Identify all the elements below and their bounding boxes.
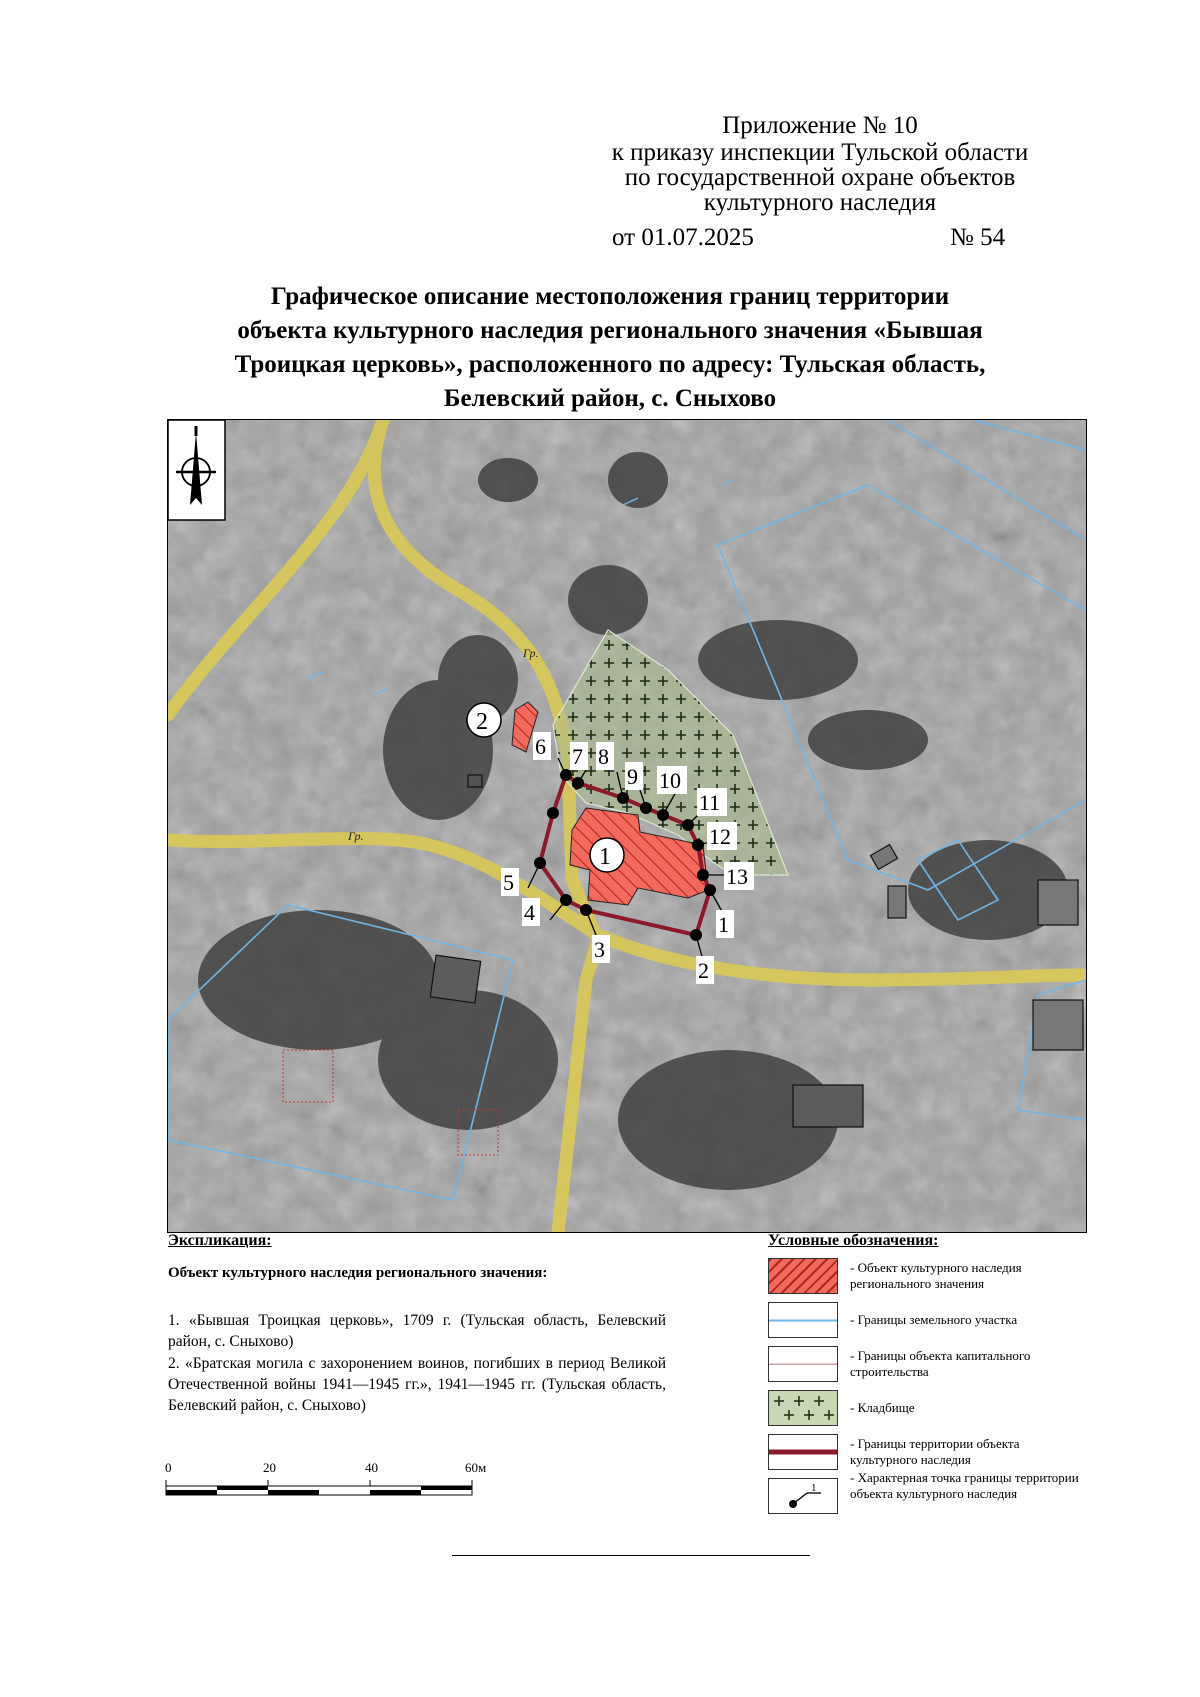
title-line: Белевский район, с. Сныхово: [443, 385, 777, 412]
point-label-3: [592, 935, 610, 963]
point-label-11: [697, 788, 727, 816]
scale-tick-label: 0: [165, 1460, 172, 1475]
footer-rule: [452, 1555, 810, 1556]
north-arrow: [168, 420, 225, 520]
legend-heading: Условные обозначения:: [768, 1232, 939, 1249]
order-date: от 01.07.2025: [612, 224, 754, 251]
point-label-1: [716, 910, 734, 938]
explication-heading: Экспликация:: [168, 1232, 272, 1249]
legend-label: - Характерная точка границы территории объекта культурного наследия: [850, 1470, 1079, 1501]
point-label-12: [707, 822, 737, 850]
svg-text:3: 3: [594, 937, 605, 962]
site-map: [167, 419, 1087, 1233]
point-label-4: [522, 898, 540, 926]
order-ref-line: культурного наследия: [703, 189, 937, 216]
point-label-5: [501, 868, 519, 896]
legend-label: - Границы объекта капитального строительства: [850, 1348, 1031, 1379]
point-label-10: [657, 766, 687, 794]
scale-tick-label: 60м: [465, 1460, 487, 1475]
legend-swatch-building: [768, 1346, 838, 1382]
svg-text:1: 1: [811, 1482, 817, 1494]
point-label-13: [724, 862, 754, 890]
svg-text:4: 4: [524, 900, 535, 925]
point-label-9: [625, 762, 643, 790]
svg-text:5: 5: [503, 870, 514, 895]
map-svg: [168, 420, 1086, 1232]
svg-text:7: 7: [572, 744, 583, 769]
explication-item-2: 2. «Братская могила с захоронением воинов, погибших в период Великой Отечественной войны 1941—1945 гг.», 1941—1945 гг. (Тульская область, Белевский район, с. Сныхово): [168, 1355, 666, 1414]
svg-text:12: 12: [709, 824, 731, 849]
point-label-6: [533, 732, 551, 760]
legend-swatch-point: [768, 1478, 838, 1514]
boundary-point-6: [547, 807, 559, 819]
svg-text:10: 10: [659, 768, 681, 793]
title-line: Графическое описание местоположения границ территории: [270, 283, 950, 310]
page-title: [150, 280, 1070, 416]
svg-text:8: 8: [598, 744, 609, 769]
svg-text:2: 2: [476, 709, 488, 735]
legend-label: - Границы земельного участка: [850, 1312, 1018, 1327]
order-ref-line: по государственной охране объектов: [624, 164, 1016, 191]
title-line: Троицкая церковь», расположенного по адресу: Тульская область,: [234, 351, 986, 378]
legend-label: - Объект культурного наследия регионального значения: [850, 1260, 1022, 1291]
point-label-2: [696, 956, 714, 984]
svg-text:11: 11: [699, 790, 721, 815]
svg-text:1: 1: [718, 912, 729, 937]
order-ref-line: к приказу инспекции Тульской области: [611, 139, 1029, 166]
legend-swatch-boundary: [768, 1434, 838, 1470]
explication-item-1: 1. «Бывшая Троицкая церковь», 1709 г. (Тульская область, Белевский район, с. Сныхово): [168, 1312, 666, 1350]
scale-tick-label: 40: [365, 1460, 378, 1475]
legend-label: - Границы территории объекта культурного наследия: [850, 1436, 1020, 1467]
legend-label: - Кладбище: [850, 1400, 915, 1415]
svg-text:6: 6: [535, 734, 546, 759]
legend-swatch-parcel: [768, 1302, 838, 1338]
svg-text:1: 1: [599, 844, 611, 870]
road-label: Гр.: [348, 829, 364, 843]
scale-tick-label: 20: [263, 1460, 276, 1475]
svg-text:2: 2: [698, 958, 709, 983]
appendix-number: Приложение № 10: [722, 112, 918, 139]
legend-swatch-cemetery: [768, 1390, 838, 1426]
cemetery-crosses: [769, 1391, 837, 1425]
point-sample-graphic: [769, 1479, 837, 1513]
point-label-7: [570, 742, 588, 770]
object-marker-2: [467, 703, 501, 737]
point-label-8: [596, 742, 614, 770]
scale-graphic: [165, 1478, 477, 1498]
order-number: № 54: [950, 224, 1006, 251]
road-label: Гр.: [523, 646, 539, 660]
explication-subheading: Объект культурного наследия регионального значения:: [168, 1265, 548, 1281]
legend-swatch-heritage: [768, 1258, 838, 1294]
title-line: объекта культурного наследия регионального значения «Бывшая: [237, 317, 983, 344]
svg-text:9: 9: [627, 764, 638, 789]
svg-text:13: 13: [726, 864, 748, 889]
object-marker-1: [590, 838, 624, 872]
